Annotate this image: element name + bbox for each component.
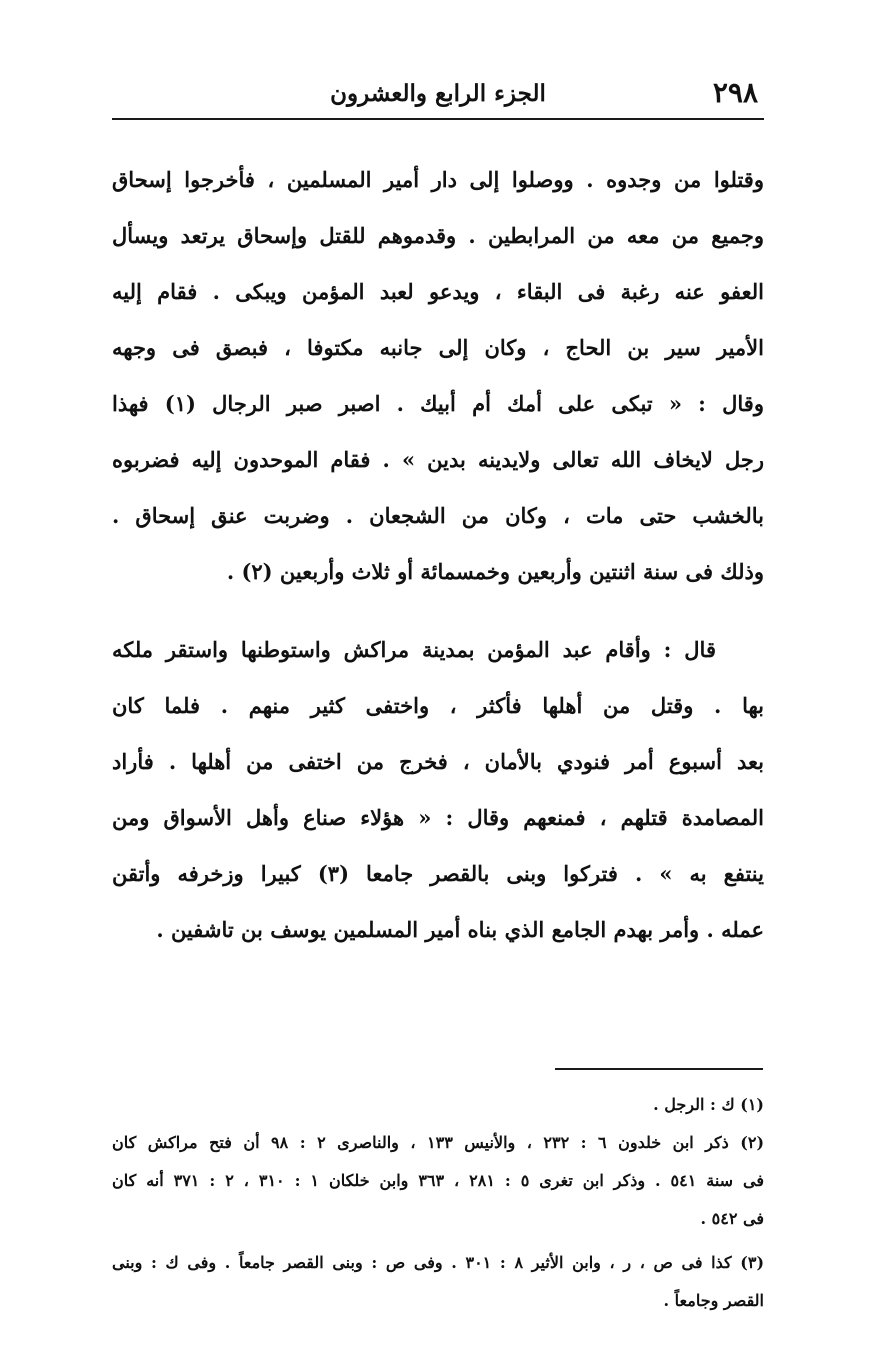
main-text [112,152,764,958]
text-line: بالخشب حتى مات ، وكان من الشجعان . وضربت عنق إسحاق . [112,503,764,528]
text-line: وجميع من معه من المرابطين . وقدموهم للقتل وإسحاق يرتعد ويسأل [112,223,764,248]
footnote-1 [112,1086,764,1124]
text-line: وذلك فى سنة اثنتين وأربعين وخمسمائة أو ثلاث وأربعين (٢) . [226,559,764,584]
text-line: بها . وقتل من أهلها فأكثر ، واختفى كثير منهم . فلما كان [112,693,764,718]
footnote-2 [112,1124,764,1238]
text-line: وقتلوا من وجدوه . ووصلوا إلى دار أمير المسلمين ، فأخرجوا إسحاق [112,167,764,192]
page-number: ٢٩٨ [712,76,758,109]
text-line: رجل لايخاف الله تعالى ولايدينه بدين » . فقام الموحدون إليه فضربوه [112,447,764,472]
paragraph [112,152,764,600]
text-line: وقال : « تبكى على أمك أم أبيك . اصبر صبر الرجال (١) فهذا [112,391,764,416]
footnote-3 [112,1244,764,1320]
text-line: العفو عنه رغبة فى البقاء ، ويدعو لعبد المؤمن ويبكى . فقام إليه [112,279,764,304]
page-header [112,72,764,120]
footnote-divider [555,1068,763,1070]
text-line: الأمير سير بن الحاج ، وكان إلى جانبه مكتوفا ، فبصق فى وجهه [112,335,764,360]
text-line: المصامدة قتلهم ، فمنعهم وقال : « هؤلاء صناع وأهل الأسواق ومن [112,805,764,830]
footnote-line: (٢) ذكر ابن خلدون ٦ : ٢٣٢ ، والأنيس ١٣٣ ، والناصرى ٢ : ٩٨ أن فتح مراكش كان [112,1133,764,1152]
footnotes [112,1086,764,1320]
footnote-line: القصر وجامعاً . [663,1291,764,1310]
text-line: ينتفع به » . فتركوا وبنى بالقصر جامعا (٣) كبيرا وزخرفه وأتقن [112,861,764,886]
text-line: بعد أسبوع أمر فنودي بالأمان ، فخرج من اختفى من أهلها . فأراد [112,749,764,774]
footnote-line: فى ٥٤٢ . [700,1209,764,1228]
paragraph-gap [112,600,764,622]
running-title: الجزء الرابع والعشرون [330,80,546,107]
text-line: قال : وأقام عبد المؤمن بمدينة مراكش واستوطنها واستقر ملكه [112,637,716,662]
text-line: عمله . وأمر بهدم الجامع الذي بناه أمير المسلمين يوسف بن تاشفين . [156,917,764,942]
footnote-line: (٣) كذا فى ص ، ر ، وابن الأثير ٨ : ٣٠١ . وفى ص : وبنى القصر جامعاً . وفى ك : وبنى [112,1253,764,1272]
footnote-line: فى سنة ٥٤١ . وذكر ابن تغرى ٥ : ٢٨١ ، ٣٦٣ وابن خلكان ١ : ٣١٠ ، ٢ : ٣٧١ أنه كان [112,1171,764,1190]
paragraph [112,622,764,958]
footnote-line: (١) ك : الرجل . [653,1095,764,1114]
